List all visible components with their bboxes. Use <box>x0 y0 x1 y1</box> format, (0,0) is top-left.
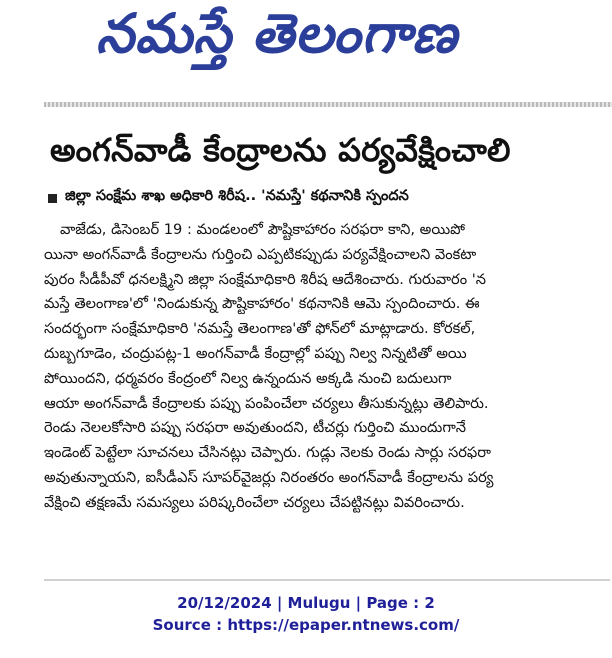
article-line: దుబ్బగూడెం, చంద్రుపట్ల-1 అంగన్‌వాడీ కేంద్రాల్లో పప్పు నిల్వ నిన్నటితో అయి <box>44 344 467 362</box>
footer-source-link[interactable]: Source : https://epaper.ntnews.com/ <box>152 616 460 634</box>
article-line: మస్తే తెలంగాణ'లో 'నిండుకున్న పౌష్టికాహారం' కథనానికి ఆమె స్పందించారు. ఈ <box>44 295 480 313</box>
article-subhead-text: జిల్లా సంక్షేమ శాఖ అధికారి శిరీష.. 'నమస్తే' కథనానికి స్పందన <box>65 188 409 204</box>
article-line: వాజేడు, డిసెంబర్ 19 : మండలంలో పౌష్టికాహారం సరఫరా కాని, అయిపో <box>60 221 465 238</box>
article-line: సందర్భంగా సంక్షేమాధికారి 'నమస్తే తెలంగాణ'తో ఫోన్‌లో మాట్లాడారు. కోరకల్, <box>44 320 476 338</box>
bullet-square-icon <box>48 194 57 203</box>
article-line: పురం సీడీపీవో ధనలక్ష్మిని జిల్లా సంక్షేమాధికారి శిరీష ఆదేశించారు. గురువారం 'న <box>44 270 486 288</box>
article-line: రెండు నెలలకోసారి పప్పు సరఫరా అవుతుందని, టీచర్లు గుర్తించి ముందుగానే <box>44 419 467 437</box>
article-clipping <box>44 118 610 586</box>
epaper-footer <box>0 592 612 636</box>
newspaper-logo: నమస్తే తెలంగాణ <box>96 2 458 65</box>
article-body <box>44 218 610 516</box>
article-line: యినా అంగన్‌వాడీ కేంద్రాలను గుర్తించి ఎప్పటికప్పుడు పర్యవేక్షించాలని వెంకటా <box>44 245 477 263</box>
article-line: ఆయా అంగన్‌వాడీ కేంద్రాలకు పప్పు పంపించేలా చర్యలు తీసుకున్నట్లు తెలిపారు. <box>44 394 489 412</box>
masthead-divider <box>44 102 612 107</box>
clipping-cut-edge <box>44 574 610 586</box>
article-line: ఇండెంట్ పెట్టేలా సూచనలు చేసినట్లు చెప్పారు. గుడ్లు నెలకు రెండు సార్లు సరఫరా <box>44 444 491 462</box>
masthead <box>0 0 612 98</box>
article-subhead <box>44 188 610 208</box>
article-line: వేక్షించి తక్షణమే సమస్యలు పరిష్కరించేలా చర్యలు చేపట్టినట్లు వివరించారు. <box>44 493 465 511</box>
article-headline: అంగన్‌వాడీ కేంద్రాలను పర్యవేక్షించాలి <box>50 131 511 169</box>
article-line: అవుతున్నాయని, ఐసీడీఎస్ సూపర్‌వైజర్లు నిరంతరం అంగన్‌వాడీ కేంద్రాలను పర్య <box>44 468 494 486</box>
footer-dateline: 20/12/2024 | Mulugu | Page : 2 <box>177 594 435 612</box>
article-line: పోయిందని, ధర్మవరం కేంద్రంలో నిల్వ ఉన్నందున అక్కడి నుంచి బదులుగా <box>44 369 452 387</box>
